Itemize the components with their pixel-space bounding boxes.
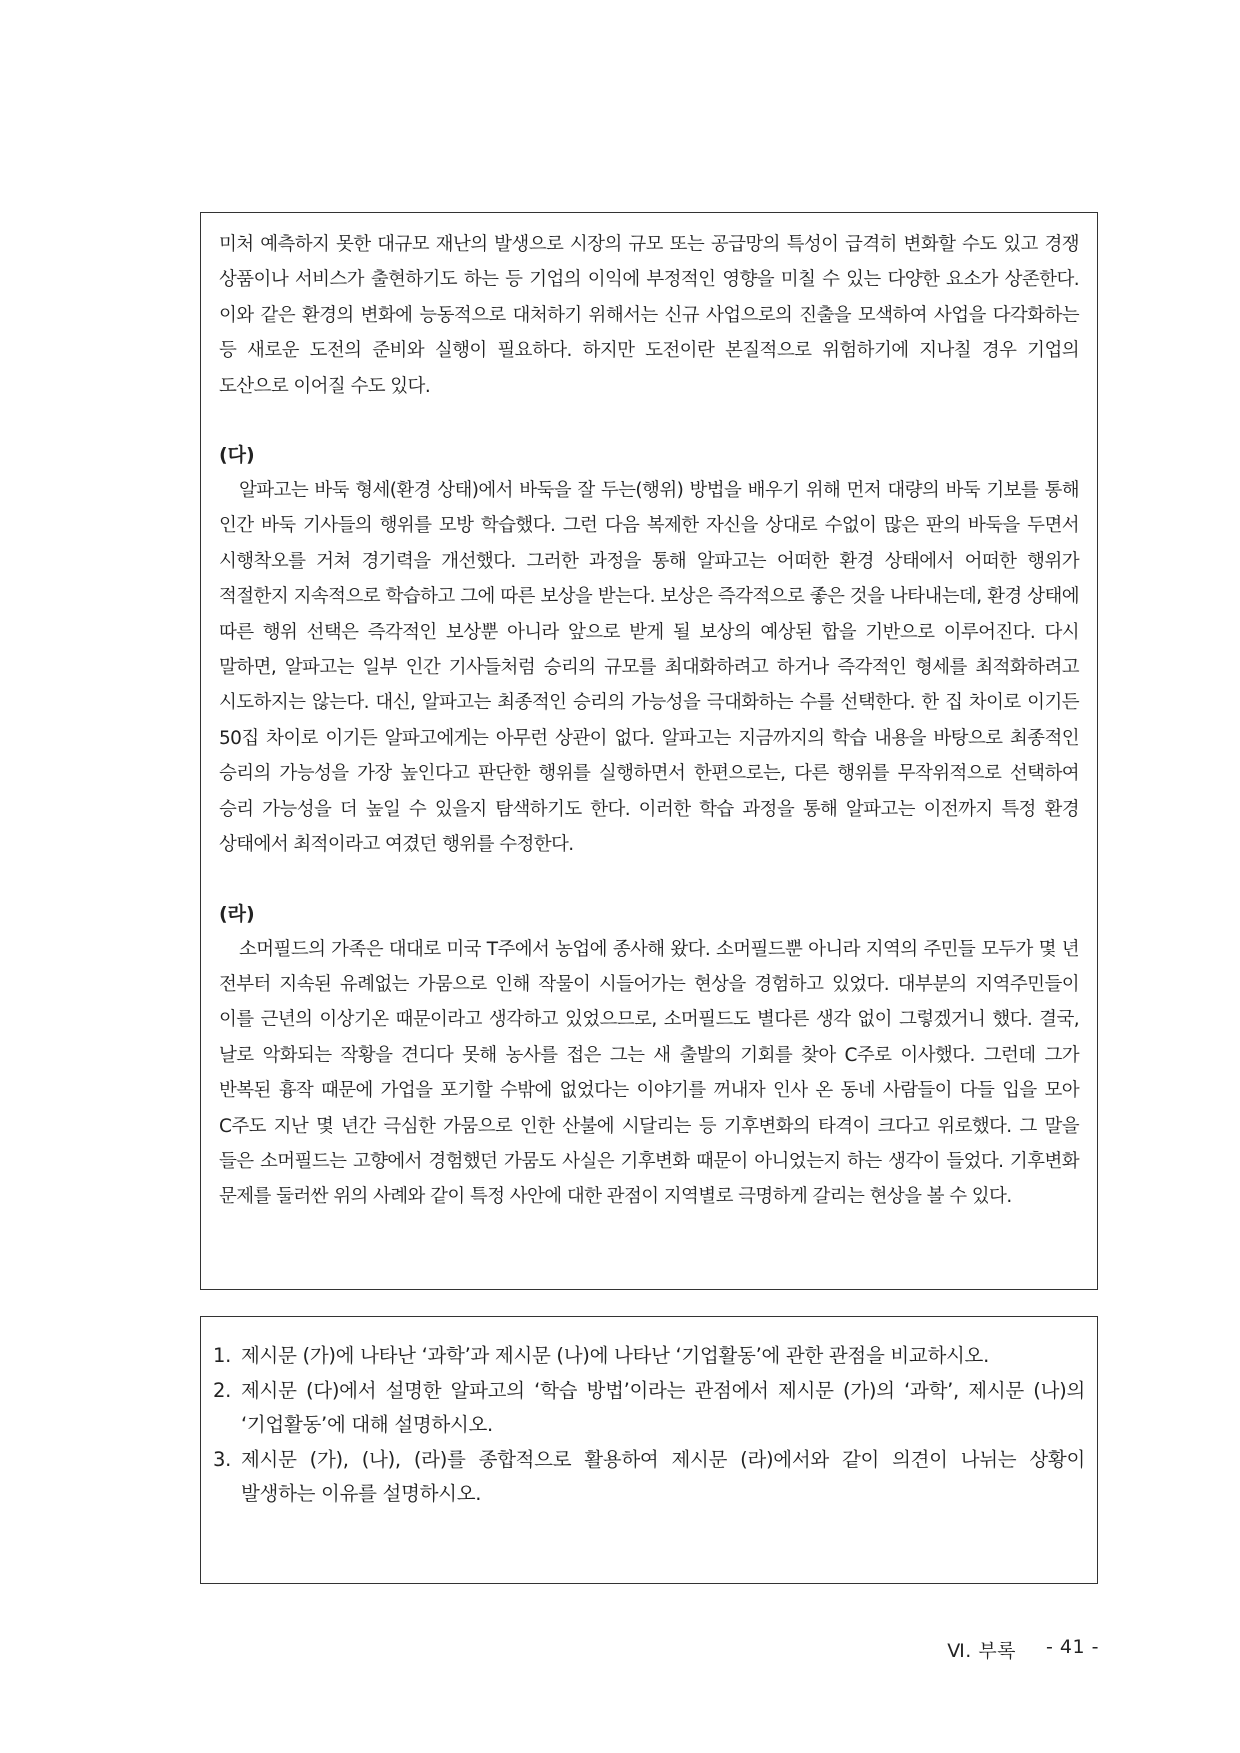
question-item <box>213 1443 1085 1512</box>
question-text: 제시문 (가)에 나타난 ‘과학’과 제시문 (나)에 나타난 ‘기업활동’에 관한 관점을 비교하시오. <box>241 1344 989 1367</box>
section-label-da: (다) <box>219 444 255 467</box>
question-item <box>213 1339 1085 1374</box>
question-number: 2. <box>213 1378 232 1402</box>
page-footer <box>947 1636 1099 1663</box>
passage-box <box>200 212 1098 1290</box>
page-number: - 41 - <box>1046 1636 1099 1658</box>
question-number: 3. <box>213 1447 232 1471</box>
question-box <box>200 1316 1098 1584</box>
section-gap <box>219 863 1079 897</box>
intro-paragraph: 미처 예측하지 못한 대규모 재난의 발생으로 시장의 규모 또는 공급망의 특성이 급격히 변화할 수도 있고 경쟁 상품이나 서비스가 출현하기도 하는 등 기업의 이익에 부정적인 영향을 미칠 수 있는 다양한 요소가 상존한다. 이와 같은 환경의 변화에 능동적으로 대처하기 위해서는 신규 사업으로의 진출을 모색하여 사업을 다각화하는 등 새로운 도전의 준비와 실행이 필요하다. 하지만 도전이란 본질적으로 위험하기에 지나칠 경우 기업의 도산으로 이어질 수도 있다. <box>219 234 1079 397</box>
section-da-paragraph: 알파고는 바둑 형세(환경 상태)에서 바둑을 잘 두는(행위) 방법을 배우기 위해 먼저 대량의 바둑 기보를 통해 인간 바둑 기사들의 행위를 모방 학습했다. 그런 다음 복제한 자신을 상대로 수없이 많은 판의 바둑을 두면서 시행착오를 거쳐 경기력을 개선했다. 그러한 과정을 통해 알파고는 어떠한 환경 상태에서 어떠한 행위가 적절한지 지속적으로 학습하고 그에 따른 보상을 받는다. 보상은 즉각적으로 좋은 것을 나타내는데, 환경 상태에 따른 행위 선택은 즉각적인 보상뿐 아니라 앞으로 받게 될 보상의 예상된 합을 기반으로 이루어진다. 다시 말하면, 알파고는 일부 인간 기사들처럼 승리의 규모를 최대화하려고 하거나 즉각적인 형세를 최적화하려고 시도하지는 않는다. 대신, 알파고는 최종적인 승리의 가능성을 극대화하는 수를 선택한다. 한 집 차이로 이기든 50집 차이로 이기든 알파고에게는 아무런 상관이 없다. 알파고는 지금까지의 학습 내용을 바탕으로 최종적인 승리의 가능성을 가장 높인다고 판단한 행위를 실행하면서 한편으로는, 다른 행위를 무작위적으로 선택하여 승리 가능성을 더 높일 수 있을지 탐색하기도 한다. 이러한 학습 과정을 통해 알파고는 이전까지 특정 환경 상태에서 최적이라고 여겼던 행위를 수정한다. <box>219 480 1079 856</box>
section-label-ra: (라) <box>219 902 255 925</box>
question-text: 제시문 (가), (나), (라)를 종합적으로 활용하여 제시문 (라)에서와 같이 의견이 나뉘는 상황이 발생하는 이유를 설명하시오. <box>241 1447 1085 1505</box>
question-number: 1. <box>213 1344 232 1367</box>
footer-section: Ⅵ. 부록 <box>947 1640 1017 1662</box>
question-item <box>213 1374 1085 1443</box>
question-text: 제시문 (다)에서 설명한 알파고의 ‘학습 방법’이라는 관점에서 제시문 (가)의 ‘과학’, 제시문 (나)의 ‘기업활동’에 대해 설명하시오. <box>241 1378 1085 1436</box>
section-ra-paragraph: 소머필드의 가족은 대대로 미국 T주에서 농업에 종사해 왔다. 소머필드뿐 아니라 지역의 주민들 모두가 몇 년 전부터 지속된 유례없는 가뭄으로 인해 작물이 시들어가는 현상을 경험하고 있었다. 대부분의 지역주민들이 이를 근년의 이상기온 때문이라고 생각하고 있었으므로, 소머필드도 별다른 생각 없이 그렇겠거니 했다. 결국, 날로 악화되는 작황을 견디다 못해 농사를 접은 그는 새 출발의 기회를 찾아 C주로 이사했다. 그런데 그가 반복된 흉작 때문에 가업을 포기할 수밖에 없었다는 이야기를 꺼내자 인사 온 동네 사람들이 다들 입을 모아 C주도 지난 몇 년간 극심한 가뭄으로 인한 산불에 시달리는 등 기후변화의 타격이 크다고 위로했다. 그 말을 들은 소머필드는 고향에서 경험했던 가뭄도 사실은 기후변화 때문이 아니었는지 하는 생각이 들었다. 기후변화 문제를 둘러싼 위의 사례와 같이 특정 사안에 대한 관점이 지역별로 극명하게 갈리는 현상을 볼 수 있다. <box>219 938 1079 1208</box>
section-gap <box>219 404 1079 438</box>
